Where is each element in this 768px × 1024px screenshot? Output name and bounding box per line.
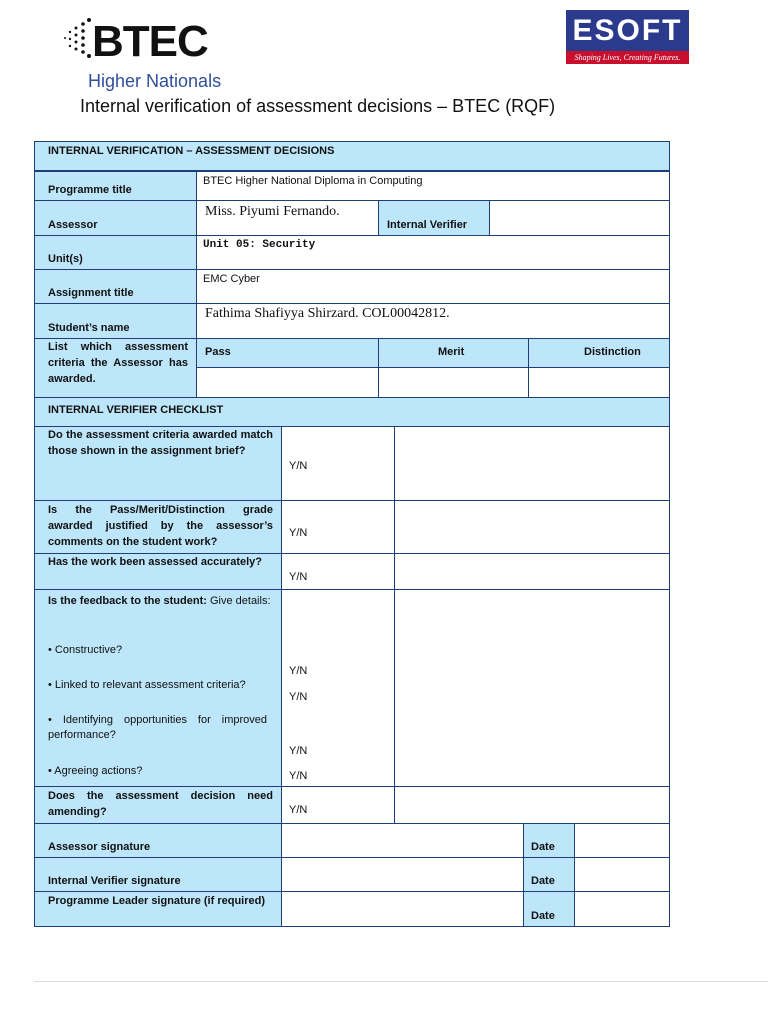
checklist-q1-answer[interactable] [281, 426, 395, 501]
yn-label: Y/N [289, 460, 308, 472]
student-name-label: Student’s name [48, 322, 130, 334]
yn-label: Y/N [289, 770, 308, 782]
yn-label: Y/N [289, 804, 308, 816]
assessor-signature-label: Assessor signature [48, 841, 151, 853]
pl-date-label: Date [531, 910, 555, 922]
yn-label: Y/N [289, 571, 308, 583]
yn-label: Y/N [289, 527, 308, 539]
programme-title-value: BTEC Higher National Diploma in Computing [203, 175, 423, 187]
assessor-signature-label-cell [34, 823, 282, 858]
checklist-q4-answer[interactable] [281, 589, 395, 787]
criteria-awarded-label-cell [34, 338, 197, 398]
pl-date-field[interactable] [574, 891, 670, 927]
assignment-title-label: Assignment title [48, 287, 134, 299]
assessor-label-cell [34, 200, 197, 236]
merit-header: Merit [438, 346, 465, 358]
assessor-date-label-cell [523, 823, 575, 858]
yn-label: Y/N [289, 665, 308, 677]
unit-value: Unit 05: Security [203, 239, 316, 251]
unit-field[interactable] [196, 235, 670, 270]
btec-dots-logo-icon [62, 18, 92, 58]
checklist-q3-comment[interactable] [394, 553, 670, 590]
checklist-q4-bold: Is the feedback to the student: [48, 595, 207, 607]
iv-date-field[interactable] [574, 857, 670, 892]
internal-verifier-label: Internal Verifier [387, 219, 468, 231]
pl-signature-field[interactable] [281, 891, 524, 927]
criteria-awarded-label: List which assessment criteria the Assessor has awarded. [48, 341, 188, 385]
iv-signature-label-cell [34, 857, 282, 892]
checklist-q4-bullet-constructive: • Constructive? [48, 644, 123, 656]
assessor-field[interactable] [196, 200, 379, 236]
esoft-tagline: Shaping Lives, Creating Futures. [566, 51, 689, 64]
checklist-q4-cell [34, 589, 282, 787]
student-name-field[interactable] [196, 303, 670, 339]
iv-date-label-cell [523, 857, 575, 892]
checklist-q4-bullet-opportunities: • Identifying opportunities for improved performance? [48, 714, 267, 741]
checklist-q2-comment[interactable] [394, 500, 670, 554]
section-heading-verifier-checklist [34, 397, 670, 427]
checklist-q1-cell [34, 426, 282, 501]
section-heading-assessment-decisions [34, 141, 670, 171]
checklist-q3-answer[interactable] [281, 553, 395, 590]
btec-logo-text: BTEC [92, 17, 208, 66]
assessor-date-field[interactable] [574, 823, 670, 858]
merit-criteria-field[interactable] [378, 367, 529, 398]
iv-signature-label: Internal Verifier signature [48, 875, 181, 887]
checklist-heading-text: INTERNAL VERIFIER CHECKLIST [48, 404, 224, 416]
checklist-q2-text: Is the Pass/Merit/Distinction grade awarded justified by the assessor’s comments on the student work? [48, 504, 273, 548]
esoft-logo [566, 10, 689, 64]
checklist-q5-cell [34, 786, 282, 824]
checklist-q3-text: Has the work been assessed accurately? [48, 556, 262, 568]
checklist-q4-intro [48, 594, 273, 609]
checklist-q1-comment[interactable] [394, 426, 670, 501]
pl-signature-label-cell [34, 891, 282, 927]
student-name-value: Fathima Shafiyya Shirzard. COL00042812. [205, 306, 450, 321]
checklist-q2-cell [34, 500, 282, 554]
merit-header-cell [378, 338, 529, 368]
checklist-q4-rest: Give details: [206, 595, 271, 607]
checklist-q3-cell [34, 553, 282, 590]
document-title: Internal verification of assessment decisions – BTEC (RQF) [80, 96, 556, 116]
yn-label: Y/N [289, 745, 308, 757]
checklist-q4-bullet-actions: • Agreeing actions? [48, 765, 143, 777]
pl-date-label-cell [523, 891, 575, 927]
checklist-q1-text: Do the assessment criteria awarded match those shown in the assignment brief? [48, 429, 273, 457]
student-name-label-cell [34, 303, 197, 339]
checklist-q5-comment[interactable] [394, 786, 670, 824]
higher-nationals-subtitle: Higher Nationals [88, 71, 222, 91]
assignment-title-field[interactable] [196, 269, 670, 304]
programme-title-field[interactable] [196, 171, 670, 201]
esoft-logo-word: ESOFT [572, 14, 683, 47]
checklist-q5-answer[interactable] [281, 786, 395, 824]
pass-header: Pass [205, 346, 231, 358]
pass-header-cell [196, 338, 379, 368]
assignment-title-value: EMC Cyber [203, 273, 260, 285]
programme-title-label-cell [34, 171, 197, 201]
pass-criteria-field[interactable] [196, 367, 379, 398]
distinction-header: Distinction [584, 346, 641, 358]
distinction-header-cell [528, 338, 670, 368]
iv-signature-field[interactable] [281, 857, 524, 892]
checklist-q4-bullet-linked: • Linked to relevant assessment criteria? [48, 679, 246, 691]
distinction-criteria-field[interactable] [528, 367, 670, 398]
assessor-signature-field[interactable] [281, 823, 524, 858]
checklist-q2-answer[interactable] [281, 500, 395, 554]
assessor-label: Assessor [48, 219, 98, 231]
section-heading-text: INTERNAL VERIFICATION – ASSESSMENT DECISIONS [48, 145, 335, 157]
page-footer-divider [34, 981, 768, 982]
unit-label-cell [34, 235, 197, 270]
assessor-date-label: Date [531, 841, 555, 853]
yn-label: Y/N [289, 691, 308, 703]
assignment-title-label-cell [34, 269, 197, 304]
assessor-value: Miss. Piyumi Fernando. [205, 204, 340, 219]
programme-title-label: Programme title [48, 184, 132, 196]
internal-verifier-label-cell [378, 200, 490, 236]
iv-date-label: Date [531, 875, 555, 887]
internal-verifier-field[interactable] [489, 200, 670, 236]
unit-label: Unit(s) [48, 253, 83, 265]
checklist-q4-comment[interactable] [394, 589, 670, 787]
pl-signature-label: Programme Leader signature (if required) [48, 895, 265, 907]
verification-form [34, 141, 670, 927]
checklist-q5-text: Does the assessment decision need amending? [48, 790, 273, 818]
